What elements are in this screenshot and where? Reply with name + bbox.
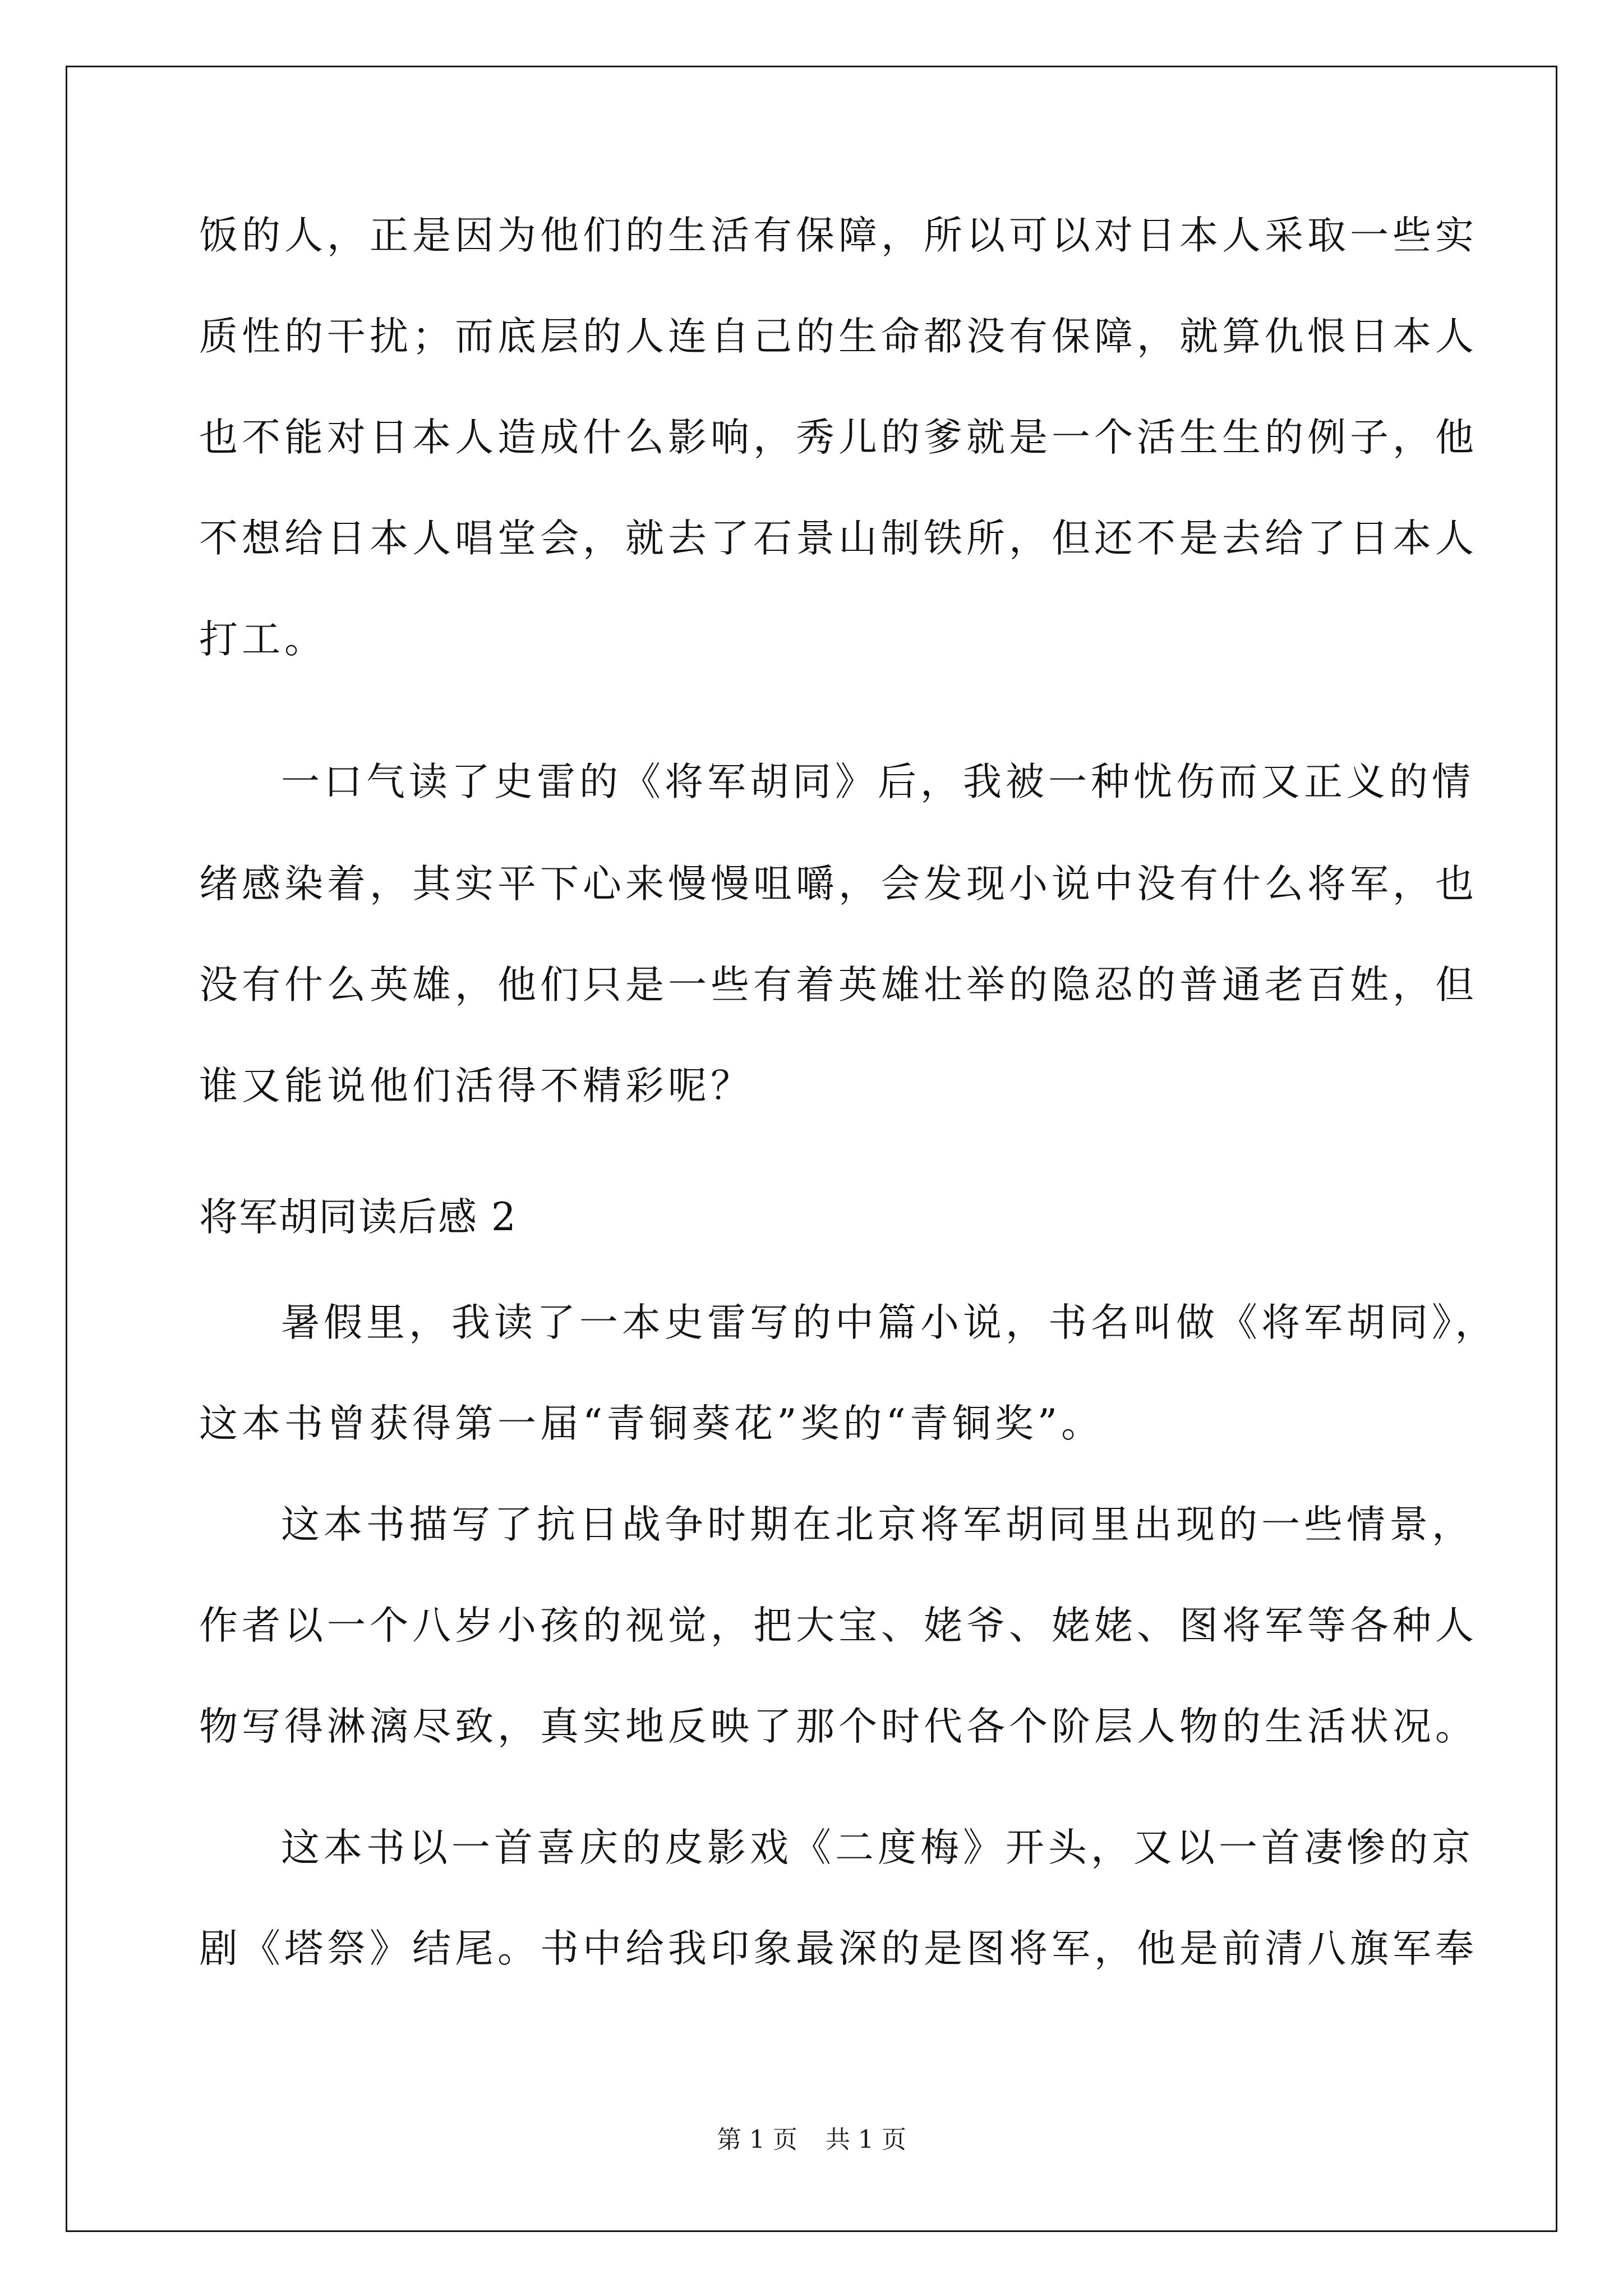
page-footer [0,2123,1623,2157]
paragraph-line: 这本书描写了抗日战争时期在北京将军胡同里出现的一些情景， [281,1502,1474,1547]
paragraph-line: 物写得淋漓尽致，真实地反映了那个时代各个阶层人物的生活状况。 [199,1704,1478,1749]
paragraph-line: 作者以一个八岁小孩的视觉，把大宝、姥爷、姥姥、图将军等各种人 [199,1603,1478,1648]
paragraph-line: 也不能对日本人造成什么影响，秀儿的爹就是一个活生生的例子，他 [199,415,1478,460]
paragraph-line: 没有什么英雄，他们只是一些有着英雄壮举的隐忍的普通老百姓，但 [199,963,1478,1007]
paragraph-line: 暑假里，我读了一本史雷写的中篇小说，书名叫做《将军胡同》， [281,1300,1498,1345]
total-pages: 共 1 页 [826,2125,906,2154]
paragraph-line: 打工。 [199,617,327,662]
page-number: 第 1 页 [717,2125,797,2154]
paragraph-line: 绪感染着，其实平下心来慢慢咀嚼，会发现小说中没有什么将军，也 [199,862,1478,907]
paragraph-line: 剧《塔祭》结尾。书中给我印象最深的是图将军，他是前清八旗军奉 [199,1926,1478,1971]
paragraph-line: 这本书曾获得第一届“青铜葵花”奖的“青铜奖”。 [199,1401,1104,1446]
paragraph-line: 这本书以一首喜庆的皮影戏《二度梅》开头，又以一首凄惨的京 [281,1825,1474,1870]
paragraph-line: 质性的干扰；而底层的人连自己的生命都没有保障，就算仇恨日本人 [199,314,1478,359]
paragraph-line: 不想给日本人唱堂会，就去了石景山制铁所，但还不是去给了日本人 [199,516,1478,561]
page-border [66,66,1557,2232]
paragraph-line: 谁又能说他们活得不精彩呢？ [199,1064,753,1108]
section-heading: 将军胡同读后感 2 [199,1195,517,1240]
paragraph-line: 饭的人，正是因为他们的生活有保障，所以可以对日本人采取一些实 [199,213,1478,258]
paragraph-line: 一口气读了史雷的《将军胡同》后，我被一种忧伤而又正义的情 [281,760,1474,804]
